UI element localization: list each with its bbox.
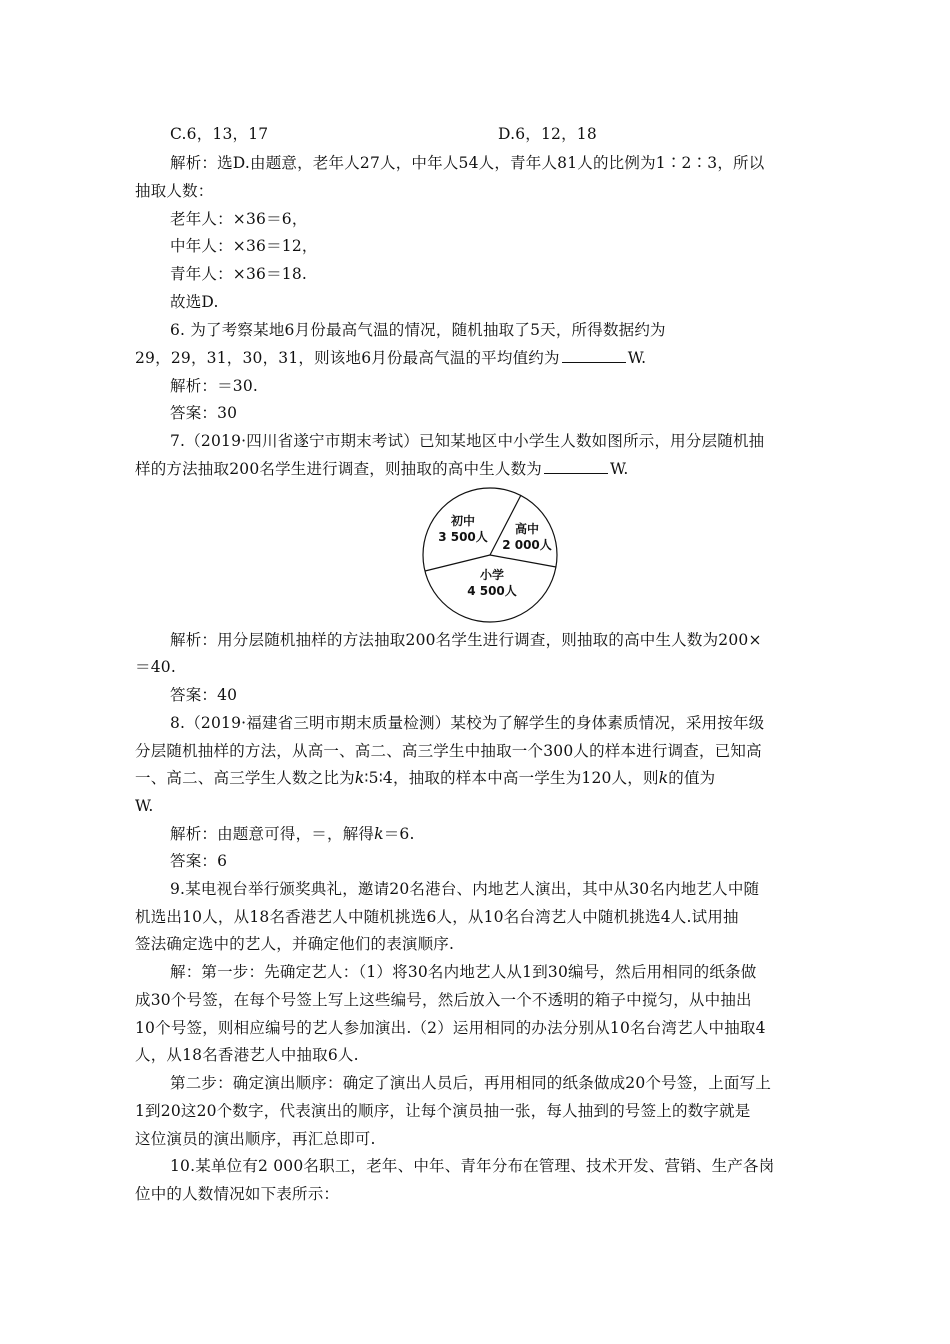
q7-solution-2: ＝40. bbox=[135, 658, 176, 676]
q9-step2-3: 这位演员的演出顺序，再汇总即可. bbox=[135, 1130, 376, 1148]
q9-text-1: 9.某电视台举行颁奖典礼，邀请20名港台、内地艺人演出，其中从30名内地艺人中随 bbox=[170, 880, 760, 898]
q9-step1-2: 成30个号签，在每个号签上写上这些编号，然后放入一个不透明的箱子中搅匀，从中抽出 bbox=[135, 991, 752, 1009]
q8-text-3a: 一、高二、高三学生人数之比为 bbox=[135, 769, 355, 787]
q5-young: 青年人：×36＝18. bbox=[170, 265, 308, 283]
q9-text-2: 机选出10人，从18名香港艺人中随机挑选6人，从10名台湾艺人中随机挑选4人.试用抽 bbox=[135, 908, 739, 926]
pie-label-junior-name: 初中 bbox=[450, 514, 476, 528]
q5-solution-line-1: 解析：选D.由题意，老年人27人，中年人54人，青年人81人的比例为1∶2∶3，所以 bbox=[170, 154, 765, 172]
pie-label-senior-name: 高中 bbox=[514, 522, 540, 536]
q7-text-1: 7.（2019·四川省遂宁市期末考试）已知某地区中小学生人数如图所示，用分层随机抽 bbox=[170, 432, 765, 450]
q8-text-3 bbox=[135, 768, 795, 788]
student-pie-chart bbox=[420, 485, 560, 625]
var-k: k bbox=[354, 769, 365, 787]
pie-label-senior-value: 2 000人 bbox=[502, 538, 552, 552]
var-k: k bbox=[658, 769, 669, 787]
q6-text-1: 6. 为了考察某地6月份最高气温的情况，随机抽取了5天，所得数据约为 bbox=[170, 321, 666, 339]
q7-text-2 bbox=[135, 459, 795, 479]
q6-text-2a: 29，29，31，30，31，则该地6月份最高气温的平均值约为 bbox=[135, 349, 560, 367]
q8-text-3c: 的值为 bbox=[668, 769, 716, 787]
q5-solution-line-2: 抽取人数： bbox=[135, 182, 214, 200]
q9-text-3: 签法确定选中的艺人，并确定他们的表演顺序. bbox=[135, 935, 455, 953]
option-c: C.6，13，17 bbox=[170, 125, 269, 143]
q6-text-2 bbox=[135, 348, 795, 368]
option-d: D.6，12，18 bbox=[498, 125, 597, 143]
q5-old: 老年人：×36＝6， bbox=[170, 210, 308, 228]
option-line bbox=[170, 124, 830, 144]
q7-solution-1: 解析：用分层随机抽样的方法抽取200名学生进行调查，则抽取的高中生人数为200× bbox=[170, 631, 762, 649]
q8-solution-b: ＝6. bbox=[383, 825, 415, 843]
q6-text-2b: W. bbox=[627, 349, 647, 367]
pie-label-primary-value: 4 500人 bbox=[467, 584, 517, 598]
q8-solution bbox=[170, 824, 830, 844]
q7-answer: 答案：40 bbox=[170, 686, 238, 704]
pie-svg bbox=[420, 485, 560, 625]
q5-middle: 中年人：×36＝12， bbox=[170, 237, 318, 255]
q9-step1-4: 人，从18名香港艺人中抽取6人. bbox=[135, 1046, 359, 1064]
q8-text-4: W. bbox=[135, 797, 154, 815]
answer-blank bbox=[562, 348, 626, 363]
q8-answer: 答案：6 bbox=[170, 852, 228, 870]
q8-text-3b: ∶5∶4，抽取的样本中高一学生为120人，则 bbox=[364, 769, 659, 787]
answer-blank bbox=[544, 459, 608, 474]
q6-answer: 答案：30 bbox=[170, 404, 238, 422]
q6-solution: 解析：＝30. bbox=[170, 377, 259, 395]
q8-text-2: 分层随机抽样的方法，从高一、高二、高三学生中抽取一个300人的样本进行调查，已知高 bbox=[135, 742, 762, 760]
q8-text-1: 8.（2019·福建省三明市期末质量检测）某校为了解学生的身体素质情况，采用按年级 bbox=[170, 714, 765, 732]
q8-solution-a: 解析：由题意可得，＝，解得 bbox=[170, 825, 375, 843]
pie-label-junior-value: 3 500人 bbox=[438, 530, 488, 544]
q5-conclusion: 故选D. bbox=[170, 293, 219, 311]
q7-text-2b: W. bbox=[610, 460, 629, 478]
q9-step2-2: 1到20这20个数字，代表演出的顺序，让每个演员抽一张，每人抽到的号签上的数字就是 bbox=[135, 1102, 751, 1120]
q9-step1-3: 10个号签，则相应编号的艺人参加演出.（2）运用相同的办法分别从10名台湾艺人中抽取4 bbox=[135, 1019, 766, 1037]
q7-text-2a: 样的方法抽取200名学生进行调查，则抽取的高中生人数为 bbox=[135, 460, 542, 478]
var-k: k bbox=[374, 825, 384, 843]
q10-text-2: 位中的人数情况如下表所示： bbox=[135, 1185, 340, 1203]
q9-step2-1: 第二步：确定演出顺序：确定了演出人员后，再用相同的纸条做成20个号签，上面写上 bbox=[170, 1074, 772, 1092]
q9-step1-1: 解：第一步：先确定艺人：（1）将30名内地艺人从1到30编号，然后用相同的纸条做 bbox=[170, 963, 757, 981]
pie-label-primary-name: 小学 bbox=[479, 568, 505, 582]
q10-text-1: 10.某单位有2 000名职工，老年、中年、青年分布在管理、技术开发、营销、生产各岗 bbox=[170, 1157, 775, 1175]
